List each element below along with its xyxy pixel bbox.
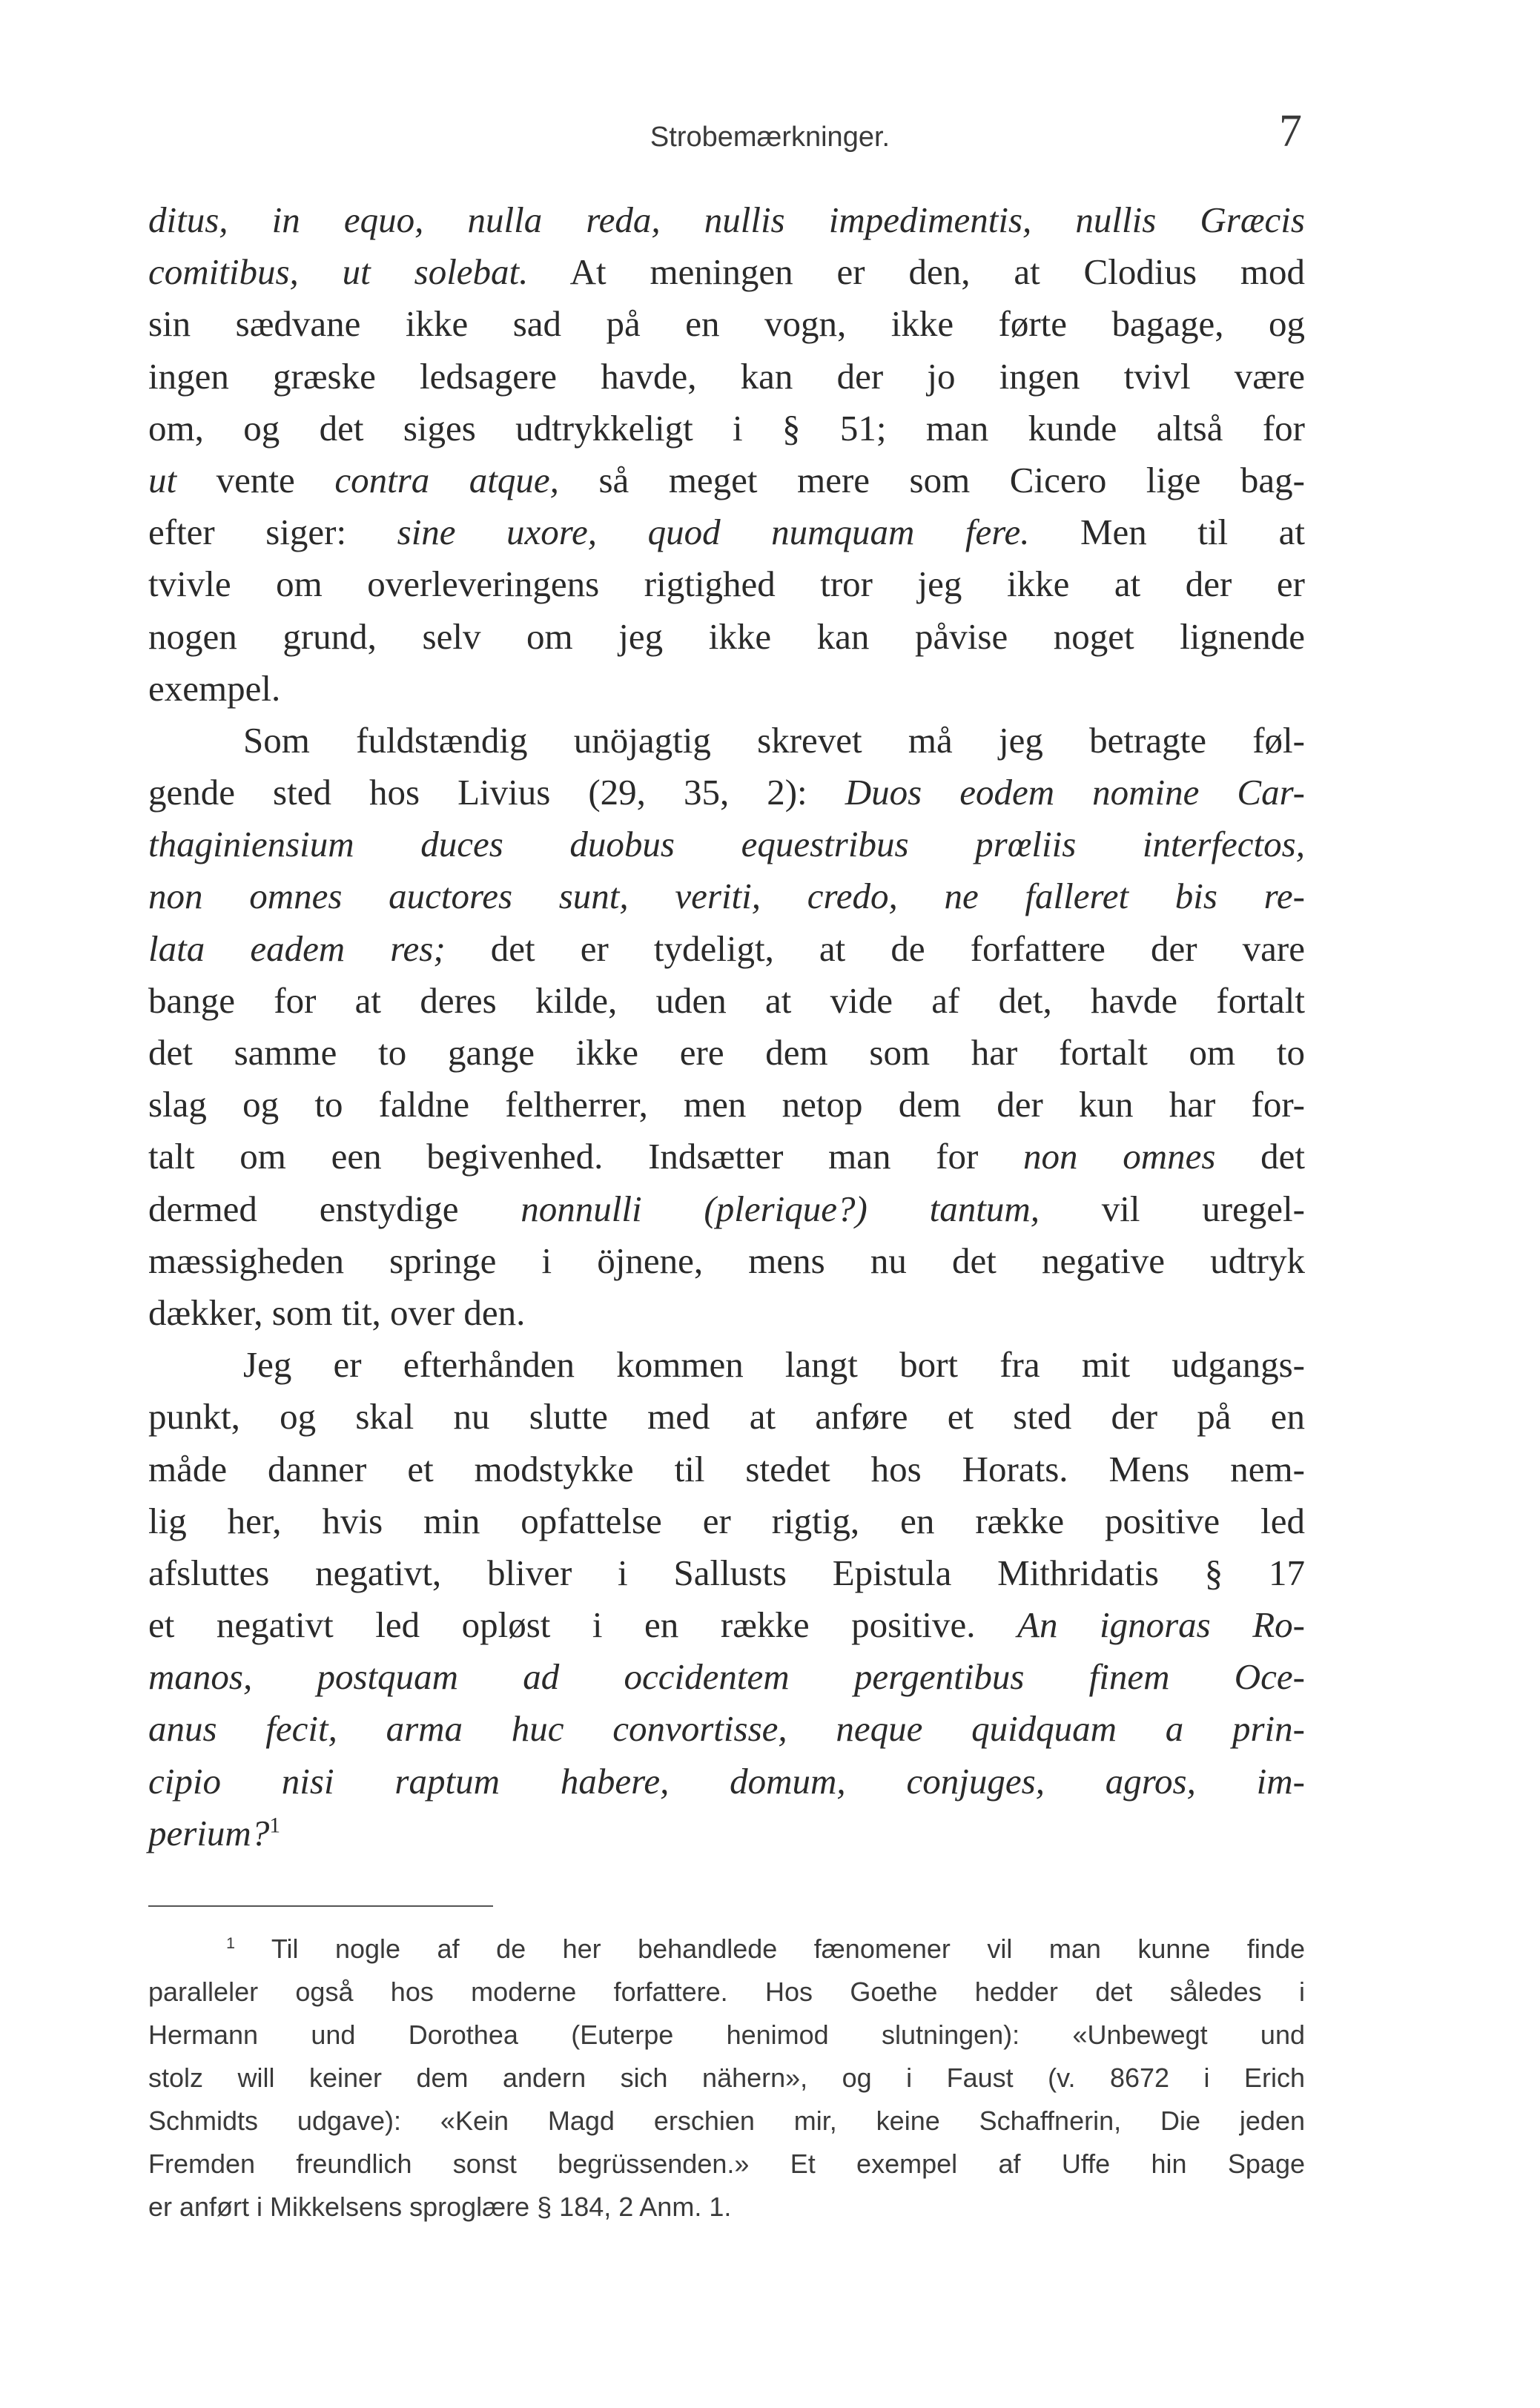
text-line (148, 506, 1305, 558)
latin-quote: manos, postquam ad occidentem pergentibus finem Oce- (148, 1656, 1305, 1698)
text-run: det samme to gange ikke ere dem som har fortalt om to (148, 1032, 1305, 1073)
text-run: det (1215, 1136, 1305, 1177)
text-line (148, 1339, 1305, 1391)
latin-quote: anus fecit, arma huc convortisse, neque quidquam a prin- (148, 1708, 1305, 1750)
text-line (148, 1651, 1305, 1703)
text-run: dermed enstydige (148, 1188, 521, 1229)
text-run: så meget mere som Cicero lige bag- (558, 459, 1306, 500)
footnote-divider (148, 1905, 493, 1907)
text-run: ingen græske ledsagere havde, kan der jo ingen tvivl være (148, 355, 1305, 397)
text-run: Jeg er efterhånden kommen langt bort fra mit udgangs- (243, 1344, 1305, 1386)
text-run: om, og det siges udtrykkeligt i § 51; man kunde altså for (148, 407, 1305, 449)
text-line (148, 1235, 1305, 1287)
text-run: Men til at (1029, 512, 1306, 553)
latin-quote: comitibus, ut solebat. (148, 251, 529, 293)
text-run: et negativt led opløst i en række positive. (148, 1604, 1018, 1646)
text-line (148, 923, 1305, 975)
latin-quote: An ignoras Ro- (1017, 1604, 1305, 1646)
text-line (148, 1547, 1305, 1599)
text-line (148, 715, 1305, 767)
text-line (148, 818, 1305, 870)
text-run: vil uregel- (1039, 1188, 1305, 1229)
text-line (148, 663, 1305, 715)
footnote-text: Til nogle af de her behandlede fænomener vil man kunne finde (271, 1934, 1305, 1964)
footnote-marker: 1 (269, 1813, 281, 1838)
footnote-line (148, 1928, 1305, 1971)
text-run: talt om een begivenhed. Indsætter man for (148, 1136, 1024, 1177)
text-run: nogen grund, selv om jeg ikke kan påvise noget lignende (148, 615, 1305, 657)
footnote-text: paralleler også hos moderne forfattere. Hos Goethe hedder det således i (148, 1977, 1305, 2007)
text-run: vente (176, 459, 335, 500)
text-run: Som fuldstændig unöjagtig skrevet må jeg betragte føl- (243, 719, 1305, 761)
text-line (148, 1287, 1305, 1339)
text-run: punkt, og skal nu slutte med at anføre et sted der på en (148, 1396, 1305, 1438)
text-run: måde danner et modstykke til stedet hos Horats. Mens nem- (148, 1448, 1305, 1489)
text-run: At meningen er den, at Clodius mod (528, 251, 1305, 293)
text-line (148, 246, 1305, 298)
latin-quote: non omnes (1023, 1136, 1216, 1177)
latin-quote: non omnes auctores sunt, veriti, credo, ne falleret bis re- (148, 876, 1305, 917)
text-run: exempel. (148, 667, 281, 709)
footnote (148, 1928, 1305, 2229)
footnote-line (148, 2143, 1305, 2186)
text-line (148, 1079, 1305, 1131)
text-run: sin sædvane ikke sad på en vogn, ikke førte bagage, og (148, 303, 1305, 345)
text-line (148, 1391, 1305, 1443)
text-line (148, 870, 1305, 922)
page-number: 7 (1279, 106, 1302, 156)
text-line (148, 454, 1305, 506)
latin-quote: ditus, in equo, nulla reda, nullis impedimentis, nullis Græcis (148, 199, 1305, 240)
footnote-text: er anført i Mikkelsens sproglære § 184, 2 Anm. 1. (148, 2192, 732, 2222)
text-line (148, 1443, 1305, 1495)
running-title: Strobemærkninger. (650, 122, 890, 153)
text-line (148, 1599, 1305, 1651)
text-run: afsluttes negativt, bliver i Sallusts Epistula Mithridatis § 17 (148, 1552, 1305, 1593)
text-run: mæssigheden springe i öjnene, mens nu det negative udtryk (148, 1240, 1305, 1281)
footnote-number: 1 (226, 1934, 236, 1952)
footnote-line (148, 1971, 1305, 2014)
latin-quote: Duos eodem nomine Car- (845, 772, 1305, 813)
text-line (148, 767, 1305, 818)
text-line (148, 1807, 1305, 1859)
footnote-text: Fremden freundlich sonst begrüssenden.» Et exempel af Uffe hin Spage (148, 2149, 1305, 2179)
text-line (148, 403, 1305, 454)
latin-quote: perium? (148, 1812, 270, 1853)
text-line (148, 1027, 1305, 1079)
text-run: dækker, som tit, over den. (148, 1291, 526, 1333)
text-line (148, 351, 1305, 403)
text-line (148, 298, 1305, 350)
footnote-text: stolz will keiner dem andern sich nähern», og i Faust (v. 8672 i Erich (148, 2063, 1305, 2093)
text-line (148, 975, 1305, 1027)
main-text (148, 194, 1305, 1859)
text-run: efter siger: (148, 512, 397, 553)
latin-quote: contra atque, (334, 459, 559, 500)
text-run: slag og to faldne feltherrer, men netop dem der kun har for- (148, 1084, 1305, 1125)
footnote-text: Hermann und Dorothea (Euterpe henimod slutningen): «Unbewegt und (148, 2020, 1305, 2050)
latin-quote: lata eadem res; (148, 927, 446, 969)
text-run: bange for at deres kilde, uden at vide af det, havde fortalt (148, 979, 1305, 1021)
footnote-line (148, 2014, 1305, 2057)
text-line (148, 194, 1305, 246)
text-line (148, 1183, 1305, 1235)
footnote-line (148, 2186, 1305, 2229)
text-run: gende sted hos Livius (29, 35, 2): (148, 772, 845, 813)
text-line (148, 1495, 1305, 1547)
latin-quote: thaginiensium duces duobus equestribus prœliis interfectos, (148, 824, 1305, 865)
footnote-line (148, 2100, 1305, 2143)
text-line (148, 1756, 1305, 1807)
latin-quote: cipio nisi raptum habere, domum, conjuges, agros, im- (148, 1760, 1305, 1802)
text-run: det er tydeligt, at de forfattere der vare (445, 927, 1305, 969)
text-line (148, 558, 1305, 610)
footnote-line (148, 2057, 1305, 2100)
latin-quote: sine uxore, quod numquam fere. (397, 512, 1030, 553)
text-line (148, 611, 1305, 663)
text-line (148, 1131, 1305, 1182)
latin-quote: ut (148, 459, 177, 500)
latin-quote: nonnulli (plerique?) tantum, (521, 1188, 1040, 1229)
footnote-text: Schmidts udgave): «Kein Magd erschien mir, keine Schaffnerin, Die jeden (148, 2106, 1305, 2136)
text-run: tvivle om overleveringens rigtighed tror jeg ikke at der er (148, 563, 1305, 605)
text-run: lig her, hvis min opfattelse er rigtig, en række positive led (148, 1500, 1305, 1541)
text-line (148, 1703, 1305, 1755)
